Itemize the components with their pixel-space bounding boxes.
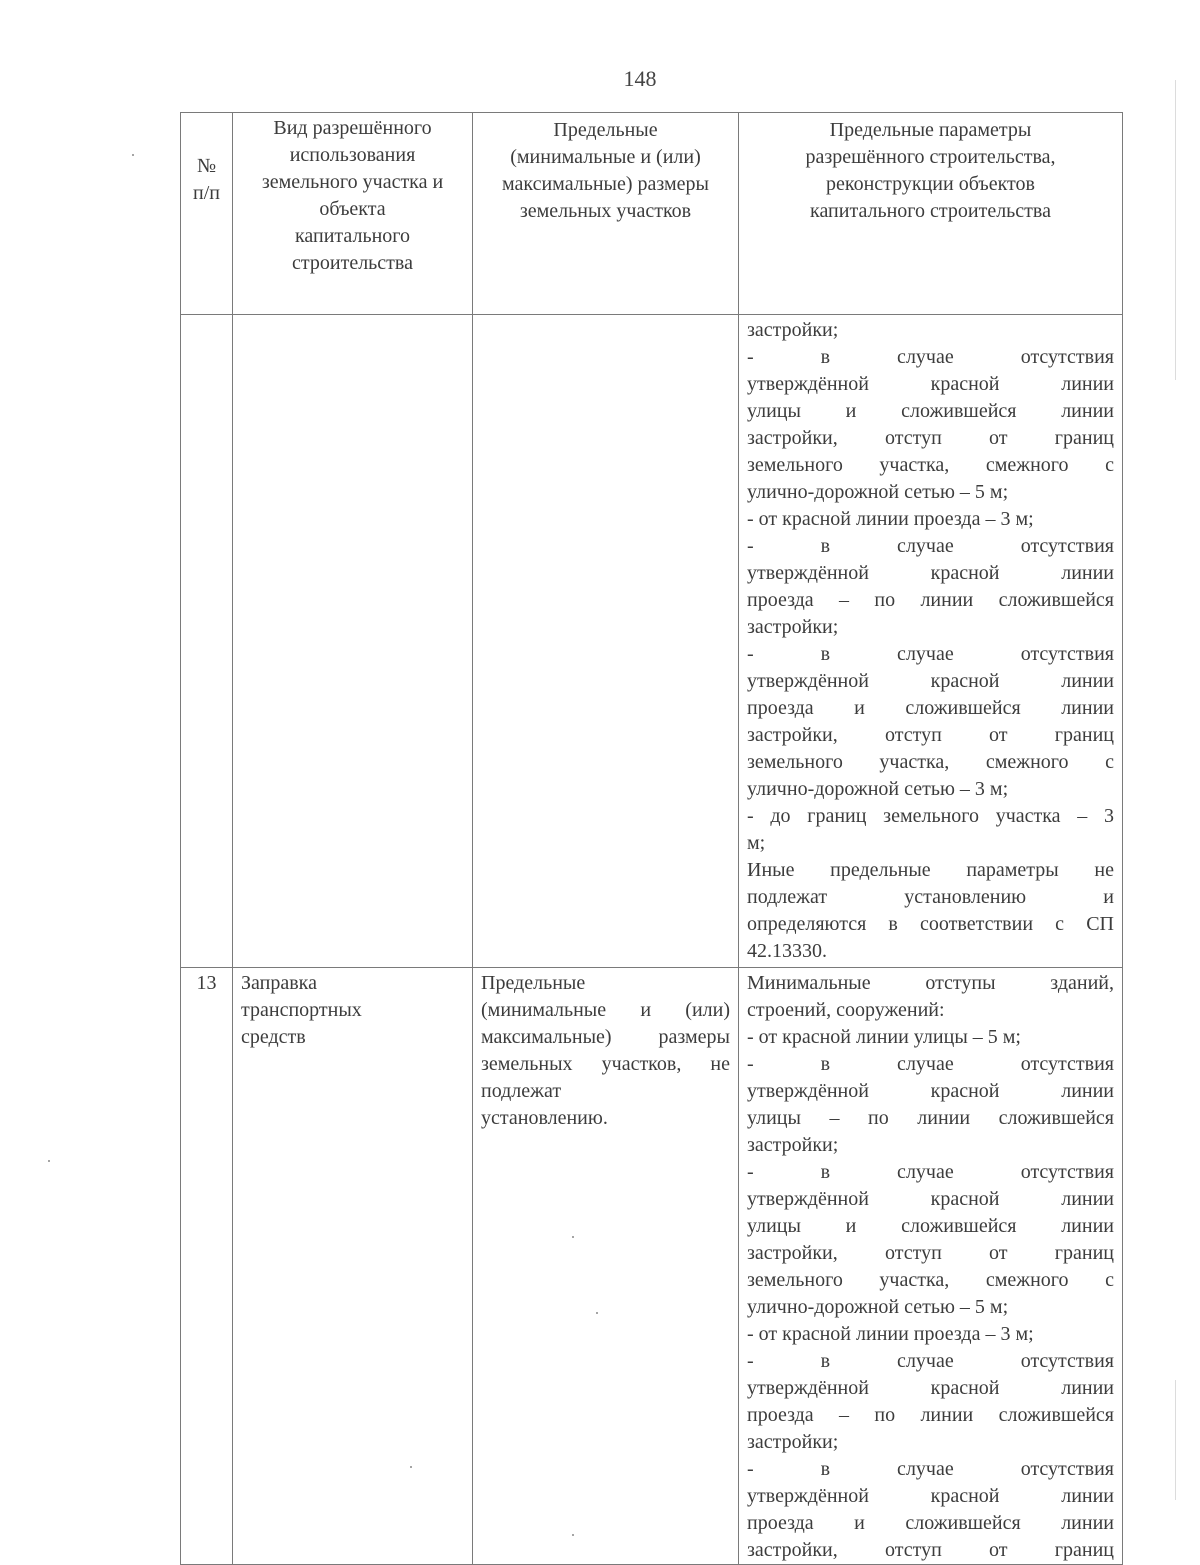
params-line: застройки; <box>747 319 839 341</box>
header-params-line: разрешённого строительства, <box>805 146 1056 168</box>
plot-sizes-line: (минимальные и (или) <box>481 999 730 1021</box>
header-use-type-line: капитального <box>295 225 410 247</box>
params-line: - в случае отсутствия <box>747 1458 1114 1480</box>
scan-edge-line <box>1175 80 1176 380</box>
plot-sizes-line: земельных участков, не <box>481 1053 730 1075</box>
params-line: - до границ земельного участка – 3 <box>747 805 1114 827</box>
params-line: подлежат установлению и <box>747 886 1114 908</box>
use-type-line: Заправка <box>241 972 317 994</box>
plot-sizes-line: максимальные) размеры <box>481 1026 730 1048</box>
scan-speck <box>132 154 134 156</box>
header-number-line: № <box>196 155 217 177</box>
table-row <box>181 968 1123 1565</box>
plot-sizes-line: подлежат <box>481 1080 562 1102</box>
scan-speck <box>596 1312 598 1314</box>
params-line: улицы и сложившейся линии <box>747 1215 1114 1237</box>
params-line: застройки, отступ от границ <box>747 724 1114 746</box>
params-line: застройки, отступ от границ <box>747 1242 1114 1264</box>
params-line: улицы – по линии сложившейся <box>747 1107 1114 1129</box>
params-line: улично-дорожной сетью – 3 м; <box>747 778 1009 800</box>
params-line: застройки, отступ от границ <box>747 1539 1114 1561</box>
params-line: проезда – по линии сложившейся <box>747 589 1114 611</box>
params-line: определяются в соответствии с СП <box>747 913 1114 935</box>
params-line: - в случае отсутствия <box>747 1350 1114 1372</box>
params-line: проезда – по линии сложившейся <box>747 1404 1114 1426</box>
header-construction-params <box>739 113 1123 315</box>
params-line: Иные предельные параметры не <box>747 859 1114 881</box>
params-line: застройки; <box>747 1134 839 1156</box>
header-plot-sizes <box>473 113 739 315</box>
params-line: проезда и сложившейся линии <box>747 697 1114 719</box>
construction-params-cell <box>739 315 1123 968</box>
table-header-row <box>181 113 1123 315</box>
params-line: застройки; <box>747 616 839 638</box>
params-line: утверждённой красной линии <box>747 1080 1114 1102</box>
plot-sizes-cell <box>473 315 739 968</box>
header-number <box>181 113 233 315</box>
params-line: улицы и сложившейся линии <box>747 400 1114 422</box>
header-use-type-line: строительства <box>292 252 413 274</box>
params-line: - от красной линии проезда – 3 м; <box>747 1323 1034 1345</box>
params-line: улично-дорожной сетью – 5 м; <box>747 481 1009 503</box>
use-type-cell <box>233 315 473 968</box>
use-type-line: средств <box>241 1026 306 1048</box>
params-line: - в случае отсутствия <box>747 1053 1114 1075</box>
header-params-line: Предельные параметры <box>829 119 1032 141</box>
header-use-type-line: земельного участка и <box>261 171 444 193</box>
params-line: утверждённой красной линии <box>747 1188 1114 1210</box>
plot-sizes-line: Предельные <box>481 972 586 994</box>
params-line: - в случае отсутствия <box>747 346 1114 368</box>
header-params-line: капитального строительства <box>810 200 1051 222</box>
params-line: 42.13330. <box>747 940 827 962</box>
header-params-line: реконструкции объектов <box>826 173 1035 195</box>
params-line: - от красной линии проезда – 3 м; <box>747 508 1034 530</box>
params-line: проезда и сложившейся линии <box>747 1512 1114 1534</box>
params-line: земельного участка, смежного с <box>747 454 1114 476</box>
params-line: - в случае отсутствия <box>747 643 1114 665</box>
plot-sizes-line: установлению. <box>481 1107 608 1129</box>
use-type-cell <box>233 968 473 1565</box>
header-plot-sizes-line: земельных участков <box>519 200 692 222</box>
scan-speck <box>410 1466 412 1468</box>
header-plot-sizes-line: Предельные <box>553 119 658 141</box>
header-plot-sizes-line: (минимальные и (или) <box>510 146 701 168</box>
params-line: строений, сооружений: <box>747 999 945 1021</box>
params-line: - в случае отсутствия <box>747 535 1114 557</box>
table-row <box>181 315 1123 968</box>
header-use-type-line: Вид разрешённого <box>273 117 432 139</box>
header-use-type-line: использования <box>289 144 416 166</box>
use-type-line: транспортных <box>241 999 362 1021</box>
params-line: утверждённой красной линии <box>747 1377 1114 1399</box>
scan-speck <box>572 1534 574 1536</box>
params-line: утверждённой красной линии <box>747 1485 1114 1507</box>
regulations-table <box>180 112 1123 1565</box>
params-line: - в случае отсутствия <box>747 1161 1114 1183</box>
row-number-cell <box>181 315 233 968</box>
params-line: застройки; <box>747 1431 839 1453</box>
params-line: утверждённой красной линии <box>747 670 1114 692</box>
params-line: улично-дорожной сетью – 5 м; <box>747 1296 1009 1318</box>
params-line: м; <box>747 832 766 854</box>
params-line: земельного участка, смежного с <box>747 1269 1114 1291</box>
construction-params-cell <box>739 968 1123 1565</box>
scan-speck <box>572 1236 574 1238</box>
row-number-cell: 13 <box>181 968 233 1565</box>
header-plot-sizes-line: максимальные) размеры <box>501 173 709 195</box>
page-number: 148 <box>623 66 657 91</box>
params-line: - от красной линии улицы – 5 м; <box>747 1026 1021 1048</box>
header-use-type-line: объекта <box>319 198 386 220</box>
plot-sizes-cell <box>473 968 739 1565</box>
params-line: утверждённой красной линии <box>747 562 1114 584</box>
params-line: земельного участка, смежного с <box>747 751 1114 773</box>
scan-edge-line <box>1175 1380 1176 1500</box>
params-line: утверждённой красной линии <box>747 373 1114 395</box>
header-number-line: п/п <box>193 182 220 204</box>
params-line: Минимальные отступы зданий, <box>747 972 1114 994</box>
params-line: застройки, отступ от границ <box>747 427 1114 449</box>
scan-speck <box>48 1160 50 1162</box>
header-use-type <box>233 113 473 315</box>
